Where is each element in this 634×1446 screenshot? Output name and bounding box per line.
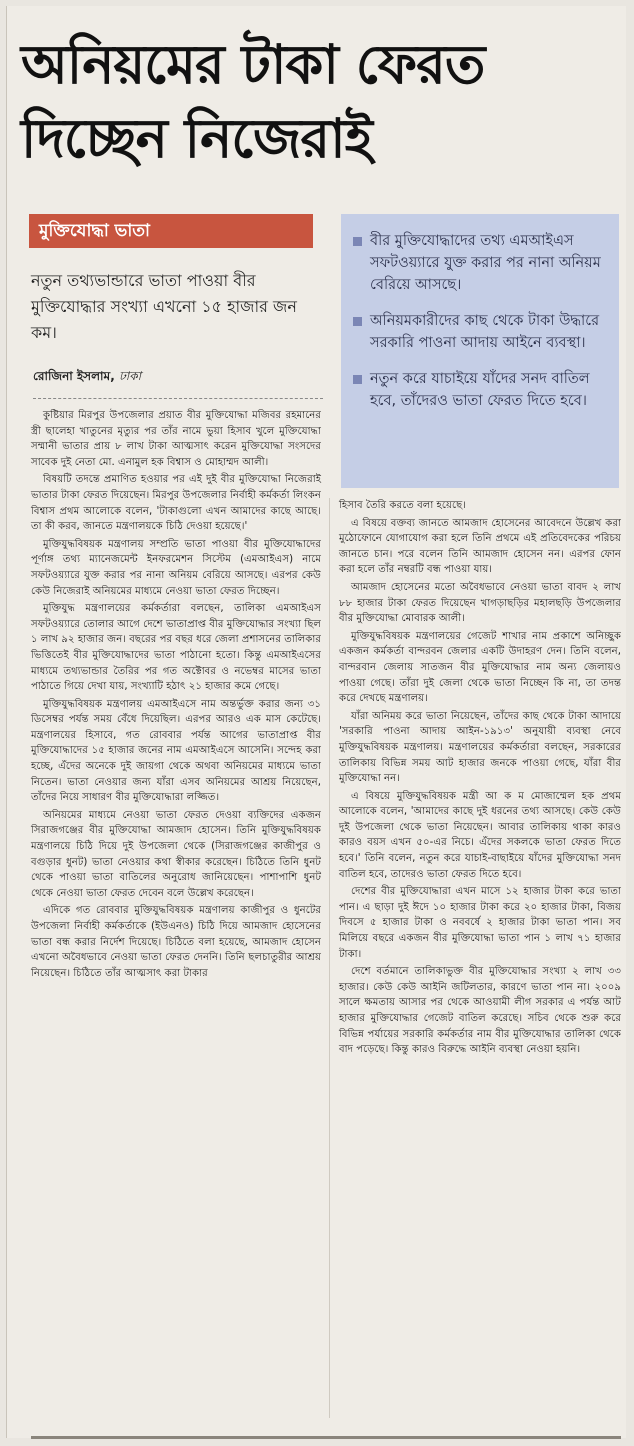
headline [21, 28, 621, 176]
highlight-item [353, 310, 605, 354]
paragraph: এ বিষয়ে মুক্তিযুদ্ধবিষয়ক মন্ত্রী আ ক ম মোজাম্মেল হক প্রথম আলোকে বলেন, 'আমাদের কাছে দুই ধরনের তথ্য আসছে। কেউ কেউ দুই উপজেলা থেকে ভাতা নিয়েছেন। আবার তালিকায় থাকা কারও কারও বয়স এখন ৫০-এর নিচে। এঁদের সকলকে ভাতা ফেরত দিতে হবে।' তিনি বলেন, নতুন করে যাচাই-বাছাইয়ে যাঁদের মুক্তিযোদ্ধা সনদ বাতিল হবে, তাদেরও ভাতা ফেরত দিতে হবে। [339, 790, 621, 880]
paragraph: এ বিষয়ে বক্তব্য জানতে আমজাদ হোসেনের আবেদনে উল্লেখ করা মুঠোফোনে যোগাযোগ করা হলে তিনি প্রথমে এই প্রতিবেদকের পরিচয় জানতে চান। পরে বলেন তিনি আমজাদ হোসেন নন। এরপর ফোন করা হলে তাঁর নম্বরটি বন্ধ পাওয়া যায়। [339, 517, 621, 576]
paragraph: অনিয়মের মাধ্যমে নেওয়া ভাতা ফেরত দেওয়া ব্যক্তিদের একজন সিরাজগঞ্জের বীর মুক্তিযোদ্ধা আমজাদ হোসেন। তিনি মুক্তিযুদ্ধবিষয়ক মন্ত্রণালয়ে চিঠি দিয়ে দুই উপজেলা থেকে (সিরাজগঞ্জের কাজীপুর ও বগুড়ার ধুনট) ভাতা নেওয়ার কথা স্বীকার করেছেন। চিঠিতে তিনি ধুনট থেকে পাওয়া ভাতা বাতিলের অনুরোধ জানিয়েছেন। পাশাপাশি ধুনট থেকে নেওয়া ভাতা ফেরত দেবেন বলে উল্লেখ করেছেন। [31, 809, 321, 899]
byline: রোজিনা ইসলাম, ঢাকা [33, 368, 323, 399]
paragraph: দেশের বীর মুক্তিযোদ্ধারা এখন মাসে ১২ হাজার টাকা করে ভাতা পান। এ ছাড়া দুই ঈদে ১০ হাজার টাকা করে ২০ হাজার টাকা, বিজয় দিবসে ৫ হাজার টাকা ও নববর্ষে ২ হাজার টাকা ভাতা পান। সব মিলিয়ে বছরে একজন বীর মুক্তিযোদ্ধা ভাতা পান ১ লাখ ৭১ হাজার টাকা। [339, 886, 621, 960]
square-bullet-icon [353, 317, 362, 326]
highlight-item [353, 230, 605, 296]
paragraph: মুক্তিযুদ্ধবিষয়ক মন্ত্রণালয় এমআইএসে নাম অন্তর্ভুক্ত করার জন্য ৩১ ডিসেম্বর পর্যন্ত সময় বেঁধে দিয়েছিল। এরপর আরও এক মাস কেটেছে। মন্ত্রণালয়ের হিসাবে, গত রোববার পর্যন্ত আগের ভাতাপ্রাপ্ত বীর মুক্তিযোদ্ধাদের ১৫ হাজার জনের নাম এমআইএসে আসেনি। সন্দেহ করা হচ্ছে, এঁদের অনেকে দুই জায়গা থেকে অথবা অনিয়মের মাধ্যমে ভাতা নিতেন। ভাতা নেওয়ার জন্য যাঁরা এসব অনিয়মের আশ্রয় নিয়েছেন, তাঁদের নিয়ে সাধারণ বীর মুক্তিযোদ্ধারা লজ্জিত। [31, 698, 321, 804]
footer-rule [31, 1436, 621, 1439]
article-column-left [31, 408, 321, 983]
highlights-box [341, 214, 619, 488]
square-bullet-icon [353, 237, 362, 246]
paragraph: মুক্তিযুদ্ধবিষয়ক মন্ত্রণালয় সম্প্রতি ভাতা পাওয়া বীর মুক্তিযোদ্ধাদের পূর্ণাঙ্গ তথ্য ম্যানেজমেন্ট ইনফরমেশন সিস্টেম (এমআইএস) নামে সফটওয়্যারে যুক্ত করার পর নানা অনিয়ম বেরিয়ে আসছে। এরপর কেউ কেউ নিজেরাই অনিয়মের মাধ্যমে নেওয়া ভাতা ফেরত দিচ্ছেন। [31, 538, 321, 597]
square-bullet-icon [353, 375, 362, 384]
headline-line-1: অনিয়মের টাকা ফেরত [21, 33, 485, 96]
paragraph: আমজাদ হোসেনের মতো অবৈধভাবে নেওয়া ভাতা বাবদ ২ লাখ ৮৮ হাজার টাকা ফেরত দিয়েছেন খাগড়াছড়ির মহালছড়ি উপজেলার বীর মুক্তিযোদ্ধা মোবারক আলী। [339, 581, 621, 625]
intro-summary: নতুন তথ্যভান্ডারে ভাতা পাওয়া বীর মুক্তিযোদ্ধার সংখ্যা এখনো ১৫ হাজার জন কম। [31, 271, 297, 342]
paragraph: মুক্তিযুদ্ধ মন্ত্রণালয়ের কর্মকর্তারা বলছেন, তালিকা এমআইএস সফটওয়্যারে তোলার আগে দেশে ভাতাপ্রাপ্ত বীর মুক্তিযোদ্ধার সংখ্যা ছিল ১ লাখ ৯২ হাজার জন। বছরের পর বছর ধরে জেলা প্রশাসনের তালিকার ভিত্তিতেই বীর মুক্তিযোদ্ধাদের ভাতা পাঠানো হতো। কিন্তু এমআইএসের মাধ্যমে তথ্যভান্ডার তৈরির পর গত অক্টোবর ও নভেম্বর মাসের ভাতা পাঠাতে গিয়ে দেখা যায়, সংখ্যাটি হঠাৎ ২১ হাজার কমে গেছে। [31, 603, 321, 693]
column-divider [329, 498, 330, 1418]
highlight-text: বীর মুক্তিযোদ্ধাদের তথ্য এমআইএস সফটওয়্যারে যুক্ত করার পর নানা অনিয়ম বেরিয়ে আসছে। [370, 233, 601, 293]
paragraph: কুষ্টিয়ার মিরপুর উপজেলার প্রয়াত বীর মুক্তিযোদ্ধা মজিবর রহমানের স্ত্রী ছালেহা খাতুনের মৃত্যুর পর তাঁর নামে ভুয়া হিসাব খুলে মুক্তিযোদ্ধা সম্মানী ভাতার প্রায় ৮ লাখ টাকা আত্মসাৎ করেন মুক্তিযোদ্ধা সংসদের সাবেক দুই নেতা মো. এনামুল হক বিশ্বাস ও মোহাম্মদ আলী। [31, 410, 321, 468]
byline-location: ঢাকা [118, 369, 142, 383]
newspaper-clipping [6, 6, 626, 1438]
highlight-item [353, 368, 605, 412]
paragraph: এদিকে গত রোববার মুক্তিযুদ্ধবিষয়ক মন্ত্রণালয় কাজীপুর ও ধুনটের উপজেলা নির্বাহী কর্মকর্তাকে (ইউএনও) চিঠি দিয়ে আমজাদ হোসেনের ভাতা বন্ধ করার নির্দেশ দিয়েছে। চিঠিতে বলা হয়েছে, আমজাদ হোসেন এখনো অবৈধভাবে নেওয়া ভাতা ফেরত দেননি। তিনি ছলচাতুরীর আশ্রয় নিয়েছেন। চিঠিতে তাঁর আত্মসাৎ করা টাকার [31, 905, 321, 979]
section-kicker: মুক্তিযোদ্ধা ভাতা [29, 214, 313, 248]
paragraph: মুক্তিযুদ্ধবিষয়ক মন্ত্রণালয়ের গেজেট শাখার নাম প্রকাশে অনিচ্ছুক একজন কর্মকর্তা বান্দরবন জেলার একটি উদাহরণ দেন। তিনি বলেন, বান্দরবান জেলায় সাতজন বীর মুক্তিযোদ্ধার নাম অন্য জেলায়ও পাওয়া গেছে। তাঁরা দুই জেলা থেকে ভাতা নিচ্ছেন কি না, তা তদন্ত করে দেখছে মন্ত্রণালয়। [339, 630, 621, 705]
headline-line-2: দিচ্ছেন নিজেরাই [21, 107, 372, 170]
paragraph: যাঁরা অনিময় করে ভাতা নিয়েছেন, তাঁদের কাছ থেকে টাকা আদায়ে 'সরকারি পাওনা আদায় আইন-১৯১৩' অনুযায়ী ব্যবস্থা নেবে মুক্তিযুদ্ধবিষয়ক মন্ত্রণালয়। মন্ত্রণালয়ের কর্মকর্তারা বলছেন, সরকারের তালিকায় বিভিন্ন সময় আট হাজার জনকে পাওয়া গেছে, যাঁরা বীর মুক্তিযোদ্ধা নন। [339, 710, 621, 785]
highlight-text: অনিয়মকারীদের কাছ থেকে টাকা উদ্ধারে সরকারি পাওনা আদায় আইনে ব্যবস্থা। [370, 313, 600, 351]
highlight-text: নতুন করে যাচাইয়ে যাঁদের সনদ বাতিল হবে, তাঁদেরও ভাতা ফেরত দিতে হবে। [370, 371, 590, 409]
paragraph: হিসাব তৈরি করতে বলা হয়েছে। [339, 500, 466, 511]
article-column-right [339, 498, 621, 1060]
byline-author: রোজিনা ইসলাম [33, 369, 111, 383]
paragraph: বিষয়টি তদন্তে প্রমাণিত হওয়ার পর এই দুই বীর মুক্তিযোদ্ধা নিজেরাই ভাতার টাকা ফেরত দিয়েছেন। মিরপুর উপজেলার নির্বাহী কর্মকর্তা লিংকন বিশ্বাস প্রথম আলোকে বলেন, 'টাকাগুলো এখন আমাদের কাছে আছে। তা কী করব, জানতে মন্ত্রণালয়কে চিঠি দেওয়া হয়েছে।' [31, 474, 321, 533]
paragraph: দেশে বর্তমানে তালিকাভুক্ত বীর মুক্তিযোদ্ধার সংখ্যা ২ লাখ ৩৩ হাজার। কেউ কেউ আইনি জটিলতার, কারণে ভাতা পান না। ২০০৯ সালে ক্ষমতায় আসার পর থেকে আওয়ামী লীগ সরকার এ পর্যন্ত আট হাজার মুক্তিযোদ্ধার গেজেট বাতিল করেছে। সচিব থেকে শুরু করে বিভিন্ন পর্যায়ের সরকারি কর্মকর্তার নাম বীর মুক্তিযোদ্ধার তালিকা থেকে বাদ পড়েছে। কিন্তু কারও বিরুদ্ধে আইনি ব্যবস্থা নেওয়া হয়নি। [339, 966, 621, 1056]
